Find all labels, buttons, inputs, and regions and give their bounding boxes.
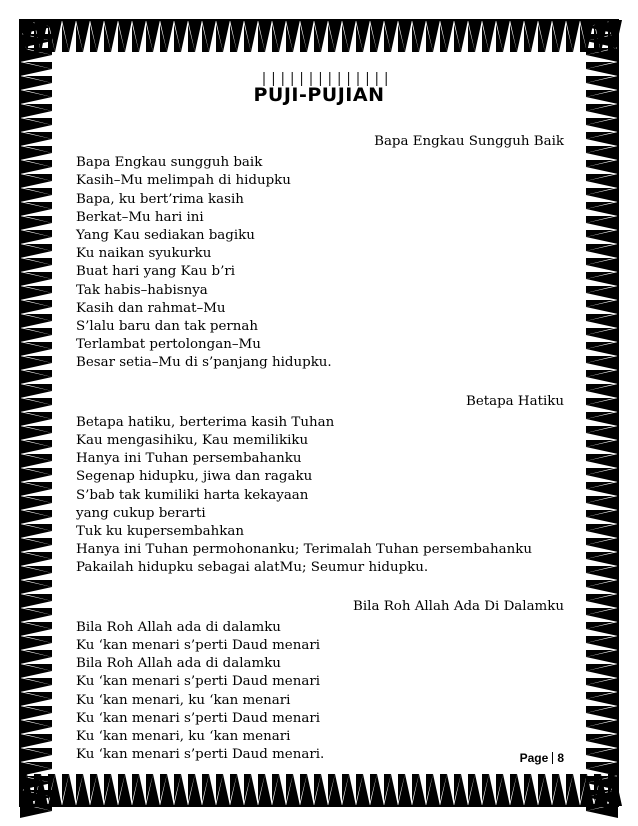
lyric-line: Bila Roh Allah ada di dalamku	[76, 656, 281, 672]
lyric-line: Ku ‘kan menari s’perti Daud menari	[76, 638, 321, 654]
lyric-line: Tak habis–habisnya	[76, 282, 208, 298]
lyric-line: Betapa hatiku, berterima kasih Tuhan	[76, 414, 335, 430]
lyric-line: Bila Roh Allah ada di dalamku	[76, 619, 281, 635]
page-footer	[520, 751, 564, 765]
lyric-line: Ku ‘kan menari s’perti Daud menari	[76, 674, 321, 690]
song-lyrics	[76, 619, 564, 765]
lyric-line: Tuk ku kupersembahkan	[76, 524, 244, 540]
section-spacer	[76, 578, 564, 598]
page-title: PUJI-PUJIAN	[253, 84, 385, 106]
lyric-line: Ku ‘kan menari, ku ‘kan menari	[76, 729, 291, 745]
lyric-line: Ku naikan syukurku	[76, 246, 212, 262]
lyric-line: Kasih–Mu melimpah di hidupku	[76, 173, 291, 189]
footer-separator	[552, 752, 553, 764]
lyric-line: Terlambat pertolongan–Mu	[76, 337, 261, 353]
song-list	[76, 133, 564, 764]
song-lyrics	[76, 414, 564, 578]
lyric-line: Kau mengasihiku, Kau memilikiku	[76, 433, 309, 449]
lyric-line: S’lalu baru dan tak pernah	[76, 319, 258, 335]
lyric-line: Pakailah hidupku sebagai alatMu; Seumur hidupku.	[76, 560, 429, 576]
song-section	[76, 133, 564, 373]
song-section	[76, 393, 564, 578]
song-title: Betapa Hatiku	[465, 393, 564, 409]
lyric-line: Besar setia–Mu di s’panjang hidupku.	[76, 355, 332, 371]
page-label: Page	[519, 751, 549, 765]
page-number: 8	[557, 751, 564, 765]
lyric-line: Bapa, ku bert’rima kasih	[76, 191, 244, 207]
song-lyrics	[76, 154, 564, 372]
lyric-line: Buat hari yang Kau b’ri	[76, 264, 236, 280]
lyric-line: Yang Kau sediakan bagiku	[76, 228, 255, 243]
lyric-line: Hanya ini Tuhan permohonanku; Terimalah Tuhan persembahanku	[76, 542, 532, 558]
lyric-line: Bapa Engkau sungguh baik	[76, 155, 263, 171]
song-title: Bapa Engkau Sungguh Baik	[374, 134, 564, 149]
lyric-line: Ku ‘kan menari, ku ‘kan menari	[76, 692, 291, 708]
lyric-line: yang cukup berarti	[76, 505, 206, 521]
lyric-line: Hanya ini Tuhan persembahanku	[76, 451, 302, 467]
lyric-line: Berkat–Mu hari ini	[76, 209, 204, 225]
song-section	[76, 598, 564, 765]
lyric-line: Segenap hidupku, jiwa dan ragaku	[76, 469, 313, 485]
lyric-line: Kasih dan rahmat–Mu	[76, 300, 226, 316]
lyric-line: S’bab tak kumiliki harta kekayaan	[76, 487, 309, 503]
lyric-line: Ku ‘kan menari s’perti Daud menari	[76, 710, 321, 726]
lyric-line: Ku ‘kan menari s’perti Daud menari.	[76, 747, 325, 763]
song-title: Bila Roh Allah Ada Di Dalamku	[353, 598, 564, 614]
section-spacer	[76, 373, 564, 393]
